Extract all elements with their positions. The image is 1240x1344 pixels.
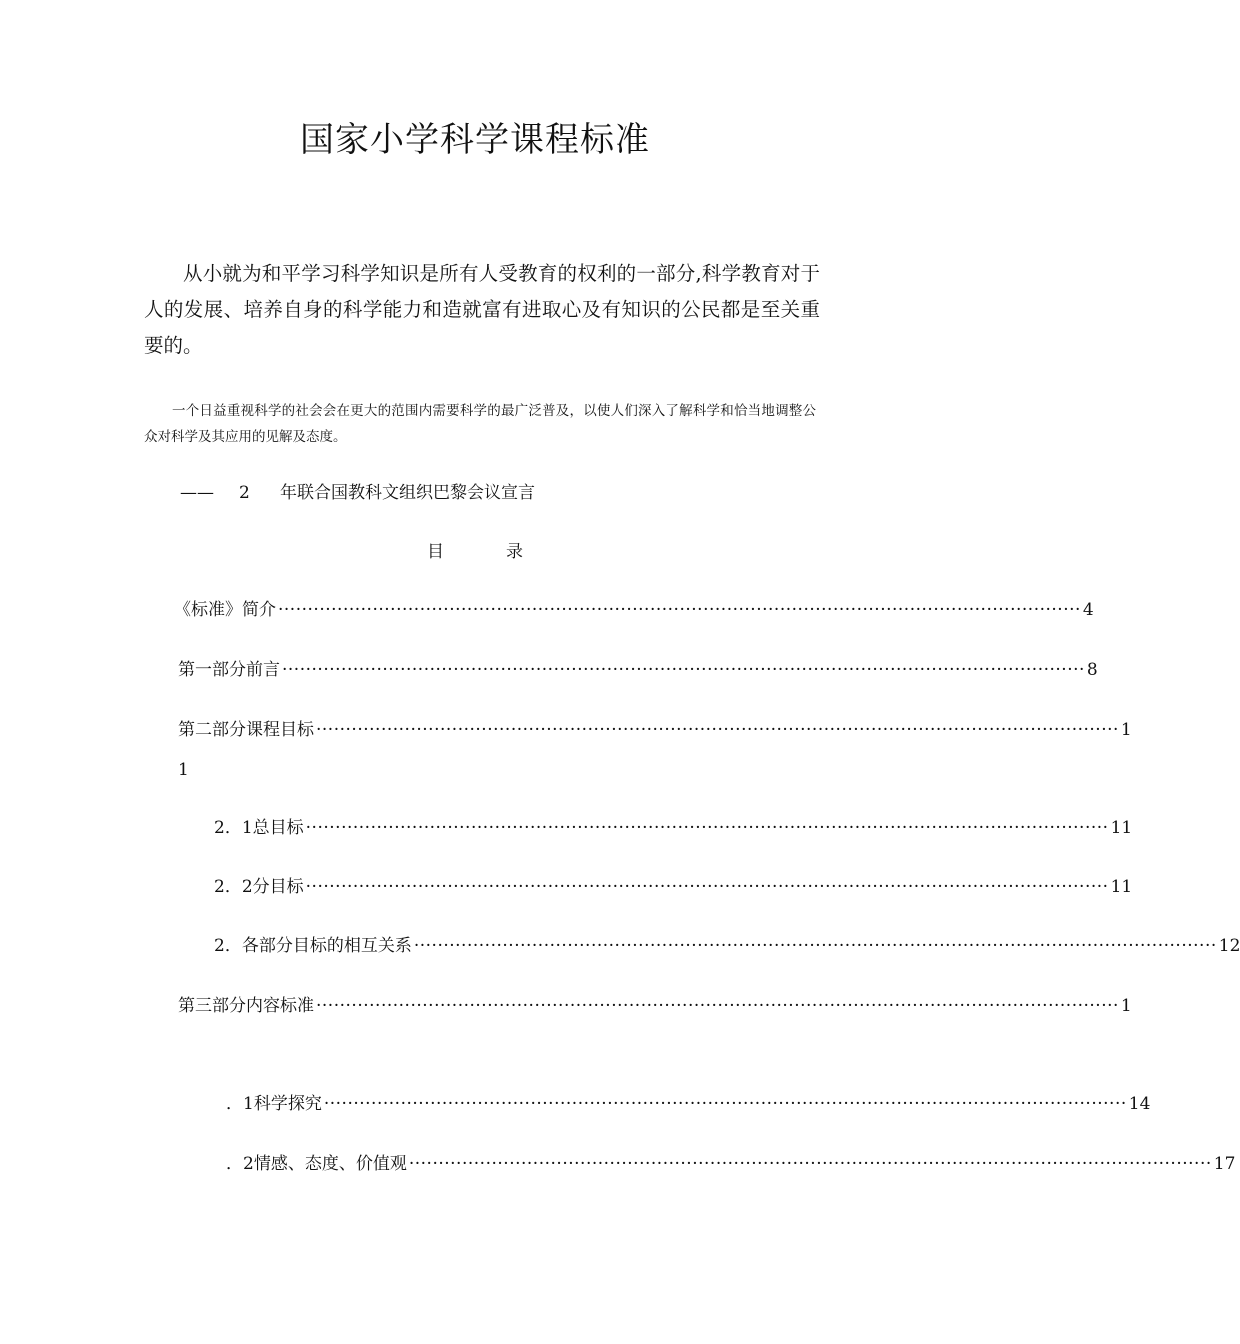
toc-entry-label: 科学探究 xyxy=(253,1094,322,1114)
toc-entry-label: 分目标 xyxy=(252,877,304,897)
toc-entry-intro[interactable] xyxy=(174,596,1094,624)
toc-entry-2-1[interactable] xyxy=(214,814,1133,842)
toc-entry-label: 各部分目标的相互关系 xyxy=(241,936,412,956)
toc-leader: ········································································································································ xyxy=(408,1154,1212,1174)
toc-entry-number: 第一部分 xyxy=(178,660,246,680)
toc-leader: ········································································································································ xyxy=(278,600,1081,620)
toc-leader: ········································································································································ xyxy=(282,660,1085,680)
toc-leader: ········································································································································ xyxy=(305,877,1109,897)
toc-page-number: 1 xyxy=(1120,996,1132,1016)
toc-entry-2-2[interactable] xyxy=(214,873,1133,901)
toc-page-number: 12 xyxy=(1218,936,1240,956)
toc-entry-label: 总目标 xyxy=(252,818,304,838)
toc-leader: ········································································································································ xyxy=(316,996,1119,1016)
toc-entry-part-1[interactable] xyxy=(178,656,1098,684)
quote-dash: —— xyxy=(180,483,214,503)
toc-page-number: 11 xyxy=(1110,877,1133,897)
toc-entry-3-1[interactable] xyxy=(226,1090,1151,1118)
toc-entry-number: 第二部分 xyxy=(178,720,246,740)
toc-entry-label: 内容标准 xyxy=(246,996,314,1016)
intro-paragraph: 从小就为和平学习科学知识是所有人受教育的权利的一部分,科学教育对于人的发展、培养自身的科学能力和造就富有进取心及有知识的公民都是至关重要的。 xyxy=(144,262,820,357)
quote-attribution xyxy=(0,479,950,507)
toc-entry-2-3[interactable] xyxy=(214,932,1240,960)
toc-entry-number: 第三部分 xyxy=(178,996,246,1016)
toc-page-number: 14 xyxy=(1128,1094,1151,1114)
document-title: 国家小学科学课程标准 xyxy=(300,120,650,160)
quote-number: 2 xyxy=(239,483,250,503)
toc-entry-part-2[interactable] xyxy=(178,716,1132,744)
toc-heading xyxy=(0,538,950,566)
toc-page-number: 17 xyxy=(1213,1154,1236,1174)
toc-entry-number: ．1 xyxy=(226,1094,254,1114)
toc-entry-number: 2． xyxy=(214,936,242,956)
toc-page-number: 4 xyxy=(1082,600,1094,620)
toc-entry-label: 课程目标 xyxy=(246,720,314,740)
toc-entry-number: ．2 xyxy=(226,1154,254,1174)
toc-leader: ········································································································································ xyxy=(316,720,1119,740)
toc-leader: ········································································································································ xyxy=(413,936,1217,956)
toc-page-number: 8 xyxy=(1086,660,1098,680)
toc-leader: ········································································································································ xyxy=(323,1094,1127,1114)
toc-entry-label: 前言 xyxy=(246,660,280,680)
toc-page-number-wrap: 1 xyxy=(178,760,189,780)
quote-text: 年联合国教科文组织巴黎会议宣言 xyxy=(280,483,535,503)
toc-page-number: 11 xyxy=(1110,818,1133,838)
toc-entry-label: 情感、态度、价值观 xyxy=(253,1154,407,1174)
toc-entry-3-2[interactable] xyxy=(226,1150,1236,1178)
toc-entry-part-3[interactable] xyxy=(178,992,1132,1020)
toc-heading-char-2: 录 xyxy=(506,542,523,562)
secondary-paragraph: 一个日益重视科学的社会会在更大的范围内需要科学的最广泛普及，以使人们深入了解科学和恰当地调整公众对科学及其应用的见解及态度。 xyxy=(144,403,816,445)
toc-heading-char-1: 目 xyxy=(427,542,444,562)
toc-entry-number: 2．1 xyxy=(214,818,253,838)
toc-entry-label: 《标准》简介 xyxy=(174,600,276,620)
toc-leader: ········································································································································ xyxy=(305,818,1109,838)
toc-page-number: 1 xyxy=(1120,720,1132,740)
toc-entry-number: 2．2 xyxy=(214,877,253,897)
